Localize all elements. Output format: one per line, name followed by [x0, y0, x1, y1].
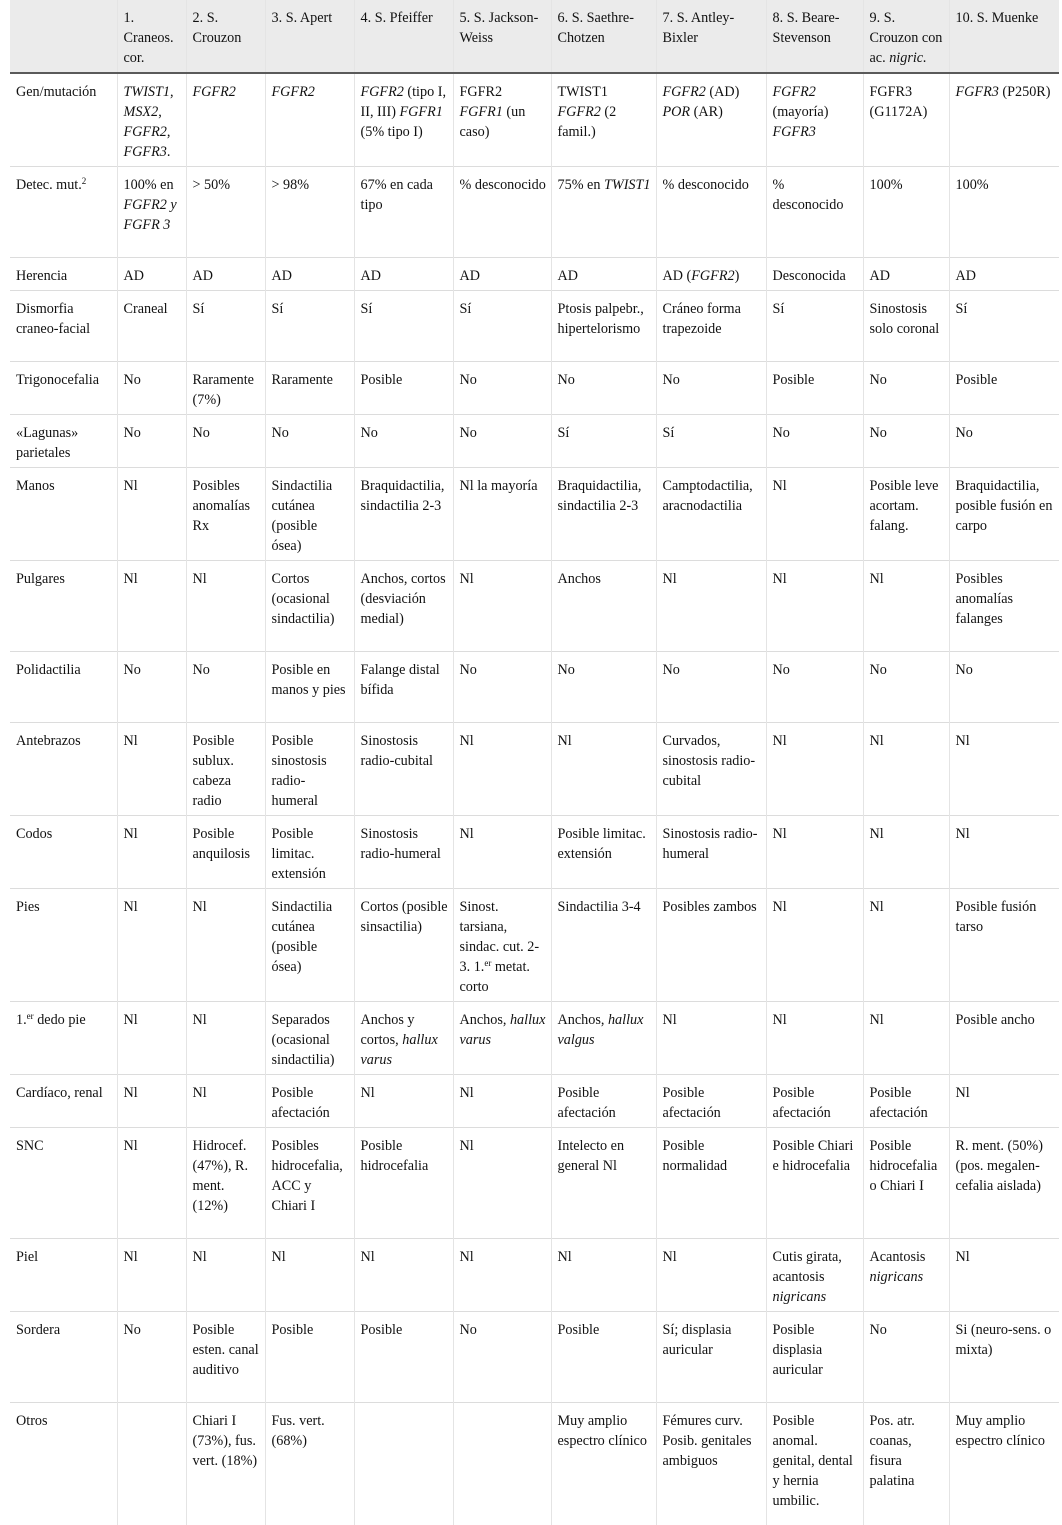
table-cell: FGFR2 (mayoría) FGFR3	[766, 73, 863, 167]
table-cell: Sí	[656, 415, 766, 468]
table-cell: No	[656, 362, 766, 415]
table-cell: No	[453, 362, 551, 415]
table-cell: > 98%	[265, 167, 354, 258]
table-cell: Braquidactilia, sindactilia 2-3	[551, 468, 656, 561]
table-row	[10, 468, 1059, 561]
table-cell: Sí	[186, 291, 265, 362]
row-label: Otros	[10, 1403, 117, 1525]
table-cell: Sindactilia cutánea (posible ósea)	[265, 468, 354, 561]
table-cell: Pos. atr. coanas, fisura palatina	[863, 1403, 949, 1525]
table-row	[10, 362, 1059, 415]
table-cell: Nl	[551, 1239, 656, 1312]
table-cell: No	[186, 415, 265, 468]
table-cell: Curvados, sinostosis radio-cubital	[656, 723, 766, 816]
table-cell: Sinost. tarsiana, sindac. cut. 2-3. 1.$^{er}$ metat. corto	[453, 889, 551, 1002]
table-cell: No	[656, 652, 766, 723]
table-cell: Nl	[863, 1002, 949, 1075]
row-label: Trigonocefalia	[10, 362, 117, 415]
table-cell: Nl	[117, 561, 186, 652]
table-cell: Nl	[656, 1002, 766, 1075]
table-row	[10, 1239, 1059, 1312]
table-cell: Cráneo forma trapezoide	[656, 291, 766, 362]
table-cell: Falange distal bífida	[354, 652, 453, 723]
table-cell: No	[453, 415, 551, 468]
table-cell: Nl	[354, 1075, 453, 1128]
table-cell	[117, 1403, 186, 1525]
table-cell: Nl	[949, 816, 1059, 889]
table-cell: Camptodactilia, aracnodactilia	[656, 468, 766, 561]
row-label: Pies	[10, 889, 117, 1002]
table-cell: AD	[186, 258, 265, 291]
table-cell: Sí	[265, 291, 354, 362]
table-row	[10, 1403, 1059, 1525]
table-cell: Nl	[766, 723, 863, 816]
table-row	[10, 291, 1059, 362]
table-cell: Nl	[949, 1239, 1059, 1312]
table-cell: Braquidactilia, posible fusión en carpo	[949, 468, 1059, 561]
table-cell: FGFR2 (AD) POR (AR)	[656, 73, 766, 167]
table-cell: No	[117, 652, 186, 723]
table-cell: Nl	[656, 1239, 766, 1312]
table-cell: Nl	[265, 1239, 354, 1312]
header-cell: 5. S. Jackson-Weiss	[453, 0, 551, 73]
header-cell: 2. S. Crouzon	[186, 0, 265, 73]
table-cell: FGFR2 (tipo I, II, III) FGFR1 (5% tipo I)	[354, 73, 453, 167]
table-cell: Ptosis palpebr., hipertelorismo	[551, 291, 656, 362]
table-cell: Sinostosis radio-humeral	[354, 816, 453, 889]
row-label: Cardíaco, renal	[10, 1075, 117, 1128]
table-cell: Posible afectación	[863, 1075, 949, 1128]
table-cell: Sinostosis radio-humeral	[656, 816, 766, 889]
table-row	[10, 1075, 1059, 1128]
table-row	[10, 652, 1059, 723]
table-cell: Posible afectación	[265, 1075, 354, 1128]
table-cell: Si (neuro-sens. o mixta)	[949, 1312, 1059, 1403]
table-cell: AD	[265, 258, 354, 291]
table-cell: No	[949, 415, 1059, 468]
table-cell: Posible normalidad	[656, 1128, 766, 1239]
table-cell: Cutis girata, acantosis nigricans	[766, 1239, 863, 1312]
table-cell: Sí	[766, 291, 863, 362]
table-cell: Posible	[354, 362, 453, 415]
table-cell: Nl	[551, 723, 656, 816]
table-cell: Posible sinostosis radio-humeral	[265, 723, 354, 816]
table-cell	[453, 1403, 551, 1525]
table-cell: Nl	[186, 889, 265, 1002]
table-cell: Fus. vert. (68%)	[265, 1403, 354, 1525]
row-label: Manos	[10, 468, 117, 561]
table-cell: Posible	[766, 362, 863, 415]
table-body	[10, 73, 1059, 1525]
table-cell: No	[863, 415, 949, 468]
header-cell: 7. S. Antley-Bixler	[656, 0, 766, 73]
table-cell: Posible	[949, 362, 1059, 415]
table-cell: Nl	[453, 723, 551, 816]
row-label: Codos	[10, 816, 117, 889]
syndromes-table	[10, 0, 1059, 1525]
table-cell: Anchos, hallux valgus	[551, 1002, 656, 1075]
table-cell: Posible afectación	[766, 1075, 863, 1128]
table-cell: AD (FGFR2)	[656, 258, 766, 291]
table-cell: 67% en cada tipo	[354, 167, 453, 258]
table-cell: Posible ancho	[949, 1002, 1059, 1075]
table-cell: Nl	[863, 889, 949, 1002]
table-cell: Nl	[117, 468, 186, 561]
table-row	[10, 816, 1059, 889]
table-cell: Nl	[453, 1128, 551, 1239]
table-cell: Sinostosis solo coronal	[863, 291, 949, 362]
table-cell: 75% en TWIST1	[551, 167, 656, 258]
table-cell: No	[863, 652, 949, 723]
row-label: Herencia	[10, 258, 117, 291]
table-cell: Posible en manos y pies	[265, 652, 354, 723]
table-cell: Nl	[949, 723, 1059, 816]
table-cell: Sí; displasia auricular	[656, 1312, 766, 1403]
table-cell: Posible hidrocefalia o Chiari I	[863, 1128, 949, 1239]
table-cell: Sindactilia 3-4	[551, 889, 656, 1002]
table-cell: No	[117, 1312, 186, 1403]
table-cell: Nl	[766, 561, 863, 652]
row-label: Detec. mut.$^2$	[10, 167, 117, 258]
table-cell: Craneal	[117, 291, 186, 362]
table-row	[10, 561, 1059, 652]
table-cell: No	[551, 362, 656, 415]
header-cell: 4. S. Pfeiffer	[354, 0, 453, 73]
table-cell: Posible limitac. extensión	[551, 816, 656, 889]
table-cell: Nl	[453, 561, 551, 652]
table-cell: Nl	[656, 561, 766, 652]
table-cell: Braquidactilia, sindactilia 2-3	[354, 468, 453, 561]
table-cell: Nl	[117, 1075, 186, 1128]
table-cell: Anchos y cortos, hallux varus	[354, 1002, 453, 1075]
row-label: «Lagunas» parietales	[10, 415, 117, 468]
table-cell: > 50%	[186, 167, 265, 258]
row-label: Piel	[10, 1239, 117, 1312]
table-cell: Nl	[186, 1075, 265, 1128]
table-cell: No	[186, 652, 265, 723]
table-cell: FGFR2	[186, 73, 265, 167]
table-cell: Nl	[863, 561, 949, 652]
table-cell: Posible anomal. genital, dental y hernia umbilic.	[766, 1403, 863, 1525]
table-row	[10, 1312, 1059, 1403]
table-cell: No	[453, 652, 551, 723]
row-label: Polidactilia	[10, 652, 117, 723]
table-cell: TWIST1 FGFR2 (2 famil.)	[551, 73, 656, 167]
table-cell: 100%	[949, 167, 1059, 258]
table-cell: Nl	[766, 468, 863, 561]
table-cell: Nl	[186, 1002, 265, 1075]
table-cell: AD	[551, 258, 656, 291]
table-cell: Posibles zambos	[656, 889, 766, 1002]
table-cell: Nl	[117, 889, 186, 1002]
table-cell: AD	[949, 258, 1059, 291]
table-cell: Separados (ocasional sindactilia)	[265, 1002, 354, 1075]
table-cell: AD	[863, 258, 949, 291]
table-cell: Posible limitac. extensión	[265, 816, 354, 889]
table-cell: Raramente	[265, 362, 354, 415]
table-cell: Nl	[949, 1075, 1059, 1128]
table-cell: Anchos	[551, 561, 656, 652]
table-row	[10, 167, 1059, 258]
table-cell: Posible fusión tarso	[949, 889, 1059, 1002]
table-cell: Posibles anomalías falanges	[949, 561, 1059, 652]
table-cell: FGFR3 (G1172A)	[863, 73, 949, 167]
table-cell: Nl	[453, 816, 551, 889]
table-cell: TWIST1, MSX2, FGFR2, FGFR3.	[117, 73, 186, 167]
table-cell: No	[863, 362, 949, 415]
row-label: Dismorfia craneo-facial	[10, 291, 117, 362]
table-cell: Posible afectación	[551, 1075, 656, 1128]
table-cell: Posibles anomalías Rx	[186, 468, 265, 561]
table-cell: Nl	[117, 1128, 186, 1239]
table-cell: Nl	[863, 816, 949, 889]
table-cell: No	[117, 415, 186, 468]
table-cell: AD	[117, 258, 186, 291]
table-cell: Posible anquilosis	[186, 816, 265, 889]
table-cell: % desconocido	[656, 167, 766, 258]
table-cell: Posible hidrocefalia	[354, 1128, 453, 1239]
table-cell: No	[265, 415, 354, 468]
table-cell: Nl	[354, 1239, 453, 1312]
table-cell: Posible sublux. cabeza radio	[186, 723, 265, 816]
table-cell: Anchos, cortos (desviación medial)	[354, 561, 453, 652]
table-cell: Sí	[354, 291, 453, 362]
table-cell: Nl	[117, 723, 186, 816]
table-row	[10, 73, 1059, 167]
table-cell: Sí	[453, 291, 551, 362]
table-row	[10, 415, 1059, 468]
table-cell: R. ment. (50%) (pos. megalen-cefalia aislada)	[949, 1128, 1059, 1239]
table-cell: Nl	[453, 1239, 551, 1312]
row-label: Gen/mutación	[10, 73, 117, 167]
table-row	[10, 889, 1059, 1002]
table-cell: No	[453, 1312, 551, 1403]
table-cell: Posible	[551, 1312, 656, 1403]
table-cell: Sinostosis radio-cubital	[354, 723, 453, 816]
table-cell: Hidrocef. (47%), R. ment. (12%)	[186, 1128, 265, 1239]
header-cell: 10. S. Muenke	[949, 0, 1059, 73]
table-cell: FGFR3 (P250R)	[955, 84, 1051, 100]
header-cell: 3. S. Apert	[265, 0, 354, 73]
table-cell: Anchos, hallux varus	[453, 1002, 551, 1075]
table-cell: Nl	[186, 561, 265, 652]
table-cell: No	[949, 652, 1059, 723]
table-cell: Posible Chiari e hidrocefalia	[766, 1128, 863, 1239]
row-label: SNC	[10, 1128, 117, 1239]
row-label: Sordera	[10, 1312, 117, 1403]
table-cell: No	[354, 415, 453, 468]
table-cell: Muy amplio espectro clínico	[949, 1403, 1059, 1525]
table-cell: Nl	[117, 1239, 186, 1312]
table-cell: No	[766, 652, 863, 723]
table-cell: Raramente (7%)	[186, 362, 265, 415]
table-cell: Muy amplio espectro clínico	[551, 1403, 656, 1525]
header-cell: 6. S. Saethre-Chotzen	[551, 0, 656, 73]
table-cell: AD	[354, 258, 453, 291]
table-cell: Nl	[766, 1002, 863, 1075]
row-label: Antebrazos	[10, 723, 117, 816]
table-row	[10, 258, 1059, 291]
table-cell: Nl	[117, 816, 186, 889]
table-cell: Desconocida	[766, 258, 863, 291]
table-cell: Posible esten. canal auditivo	[186, 1312, 265, 1403]
table-cell: No	[863, 1312, 949, 1403]
table-cell: AD	[453, 258, 551, 291]
table-cell: Posible	[265, 1312, 354, 1403]
table-cell: Nl la mayoría	[453, 468, 551, 561]
table-cell: Posible leve acortam. falang.	[863, 468, 949, 561]
table-cell: Nl	[766, 889, 863, 1002]
table-cell: Posible afectación	[656, 1075, 766, 1128]
table-cell: % desconocido	[453, 167, 551, 258]
table-cell: Intelecto en general Nl	[551, 1128, 656, 1239]
table-cell: Sí	[551, 415, 656, 468]
table-cell: FGFR2 FGFR1 (un caso)	[453, 73, 551, 167]
table-cell: FGFR2	[265, 73, 354, 167]
table-row	[10, 1002, 1059, 1075]
table-cell: No	[117, 362, 186, 415]
table-cell: Nl	[186, 1239, 265, 1312]
header-corner	[10, 0, 117, 73]
table-cell: 100%	[863, 167, 949, 258]
table-cell: Acantosis nigricans	[863, 1239, 949, 1312]
table-cell: No	[551, 652, 656, 723]
table-cell: Nl	[766, 816, 863, 889]
table-cell: Posibles hidrocefalia, ACC y Chiari I	[265, 1128, 354, 1239]
table-cell: Nl	[117, 1002, 186, 1075]
header-row	[10, 0, 1059, 73]
row-label: 1.$^{er}$ dedo pie	[10, 1002, 117, 1075]
table-cell: Sindactilia cutánea (posible ósea)	[265, 889, 354, 1002]
header-cell: 9. S. Crouzon con ac. nigric.	[863, 0, 949, 73]
table-cell: 100% en FGFR2 y FGFR 3	[117, 167, 186, 258]
row-label: Pulgares	[10, 561, 117, 652]
table-cell: Cortos (posible sinsactilia)	[354, 889, 453, 1002]
table-cell: % desconocido	[766, 167, 863, 258]
table-cell	[354, 1403, 453, 1525]
table-cell: Posible	[354, 1312, 453, 1403]
table-cell: Fémures curv. Posib. genitales ambiguos	[656, 1403, 766, 1525]
table-cell: Nl	[863, 723, 949, 816]
table-cell: Chiari I (73%), fus. vert. (18%)	[186, 1403, 265, 1525]
table-cell: Cortos (ocasional sindactilia)	[265, 561, 354, 652]
table-row	[10, 1128, 1059, 1239]
table-row	[10, 723, 1059, 816]
table-cell: No	[766, 415, 863, 468]
header-cell: 8. S. Beare-Stevenson	[766, 0, 863, 73]
table-cell: Nl	[453, 1075, 551, 1128]
table-cell: Sí	[949, 291, 1059, 362]
header-cell: 1. Craneos. cor.	[117, 0, 186, 73]
table-cell: Posible displasia auricular	[766, 1312, 863, 1403]
